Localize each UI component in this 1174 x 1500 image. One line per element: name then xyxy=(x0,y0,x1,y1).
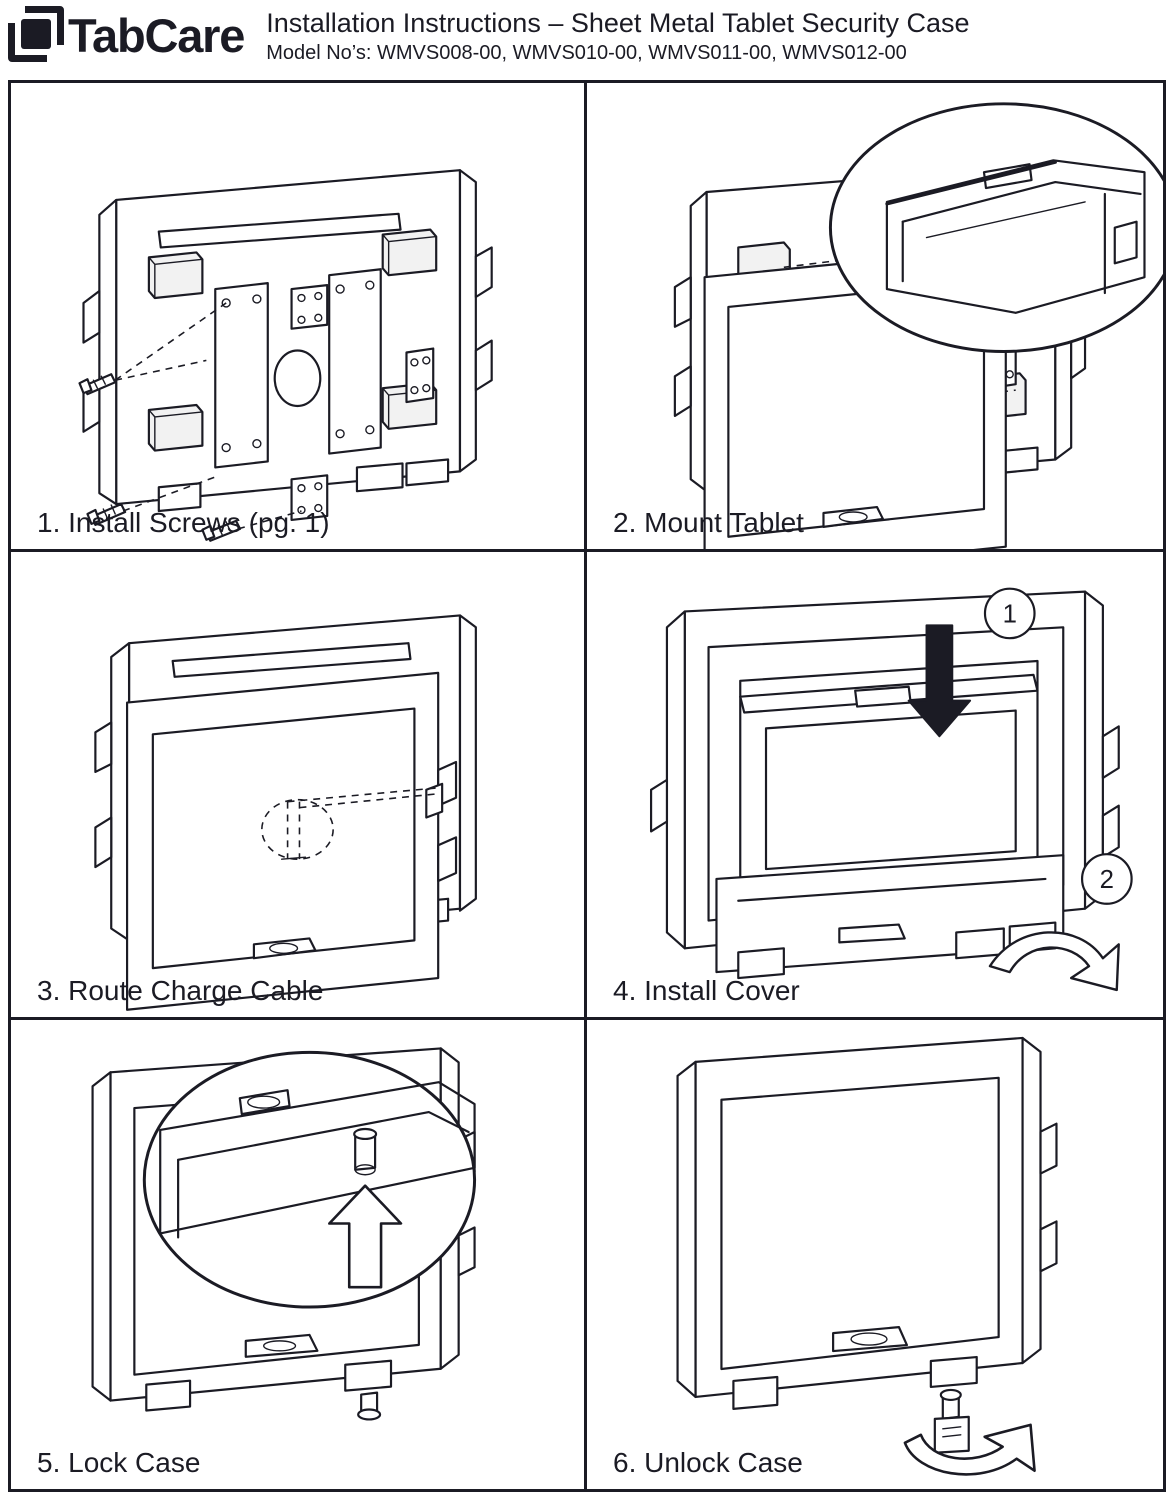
step-caption: 6. Unlock Case xyxy=(613,1446,803,1478)
step-caption: 3. Route Charge Cable xyxy=(37,975,324,1007)
step-caption: 1. Install Screws (pg. 1) xyxy=(37,506,330,538)
step-panel-5 xyxy=(11,1020,587,1489)
step-caption: 4. Install Cover xyxy=(613,975,800,1007)
tabcare-square-logo-icon xyxy=(8,6,64,62)
callout-badge-2: 2 xyxy=(1099,865,1115,894)
illustration-install-screws xyxy=(11,83,584,549)
illustration-lock-case xyxy=(11,1020,584,1489)
page-header xyxy=(0,0,1174,78)
page-title: Installation Instructions – Sheet Metal Tablet Security Case xyxy=(266,8,970,38)
key-icon xyxy=(935,1390,969,1453)
illustration-unlock-case xyxy=(587,1020,1163,1489)
callout-badge-1: 1 xyxy=(1002,600,1017,629)
step-caption: 5. Lock Case xyxy=(37,1446,201,1478)
model-numbers: Model No’s: WMVS008-00, WMVS010-00, WMVS011-00, WMVS012-00 xyxy=(266,42,907,65)
illustration-route-charge-cable xyxy=(11,552,584,1018)
step-panel-4 xyxy=(587,552,1163,1021)
brand-logo xyxy=(8,6,244,62)
brand-name: TabCare xyxy=(68,8,245,62)
step-caption: 2. Mount Tablet xyxy=(613,506,804,538)
step-panel-6 xyxy=(587,1020,1163,1489)
illustration-mount-tablet xyxy=(587,83,1163,549)
step-panel-1 xyxy=(11,83,587,552)
illustration-install-cover xyxy=(587,552,1163,1018)
title-block xyxy=(244,4,1168,65)
steps-grid xyxy=(8,80,1166,1492)
step-panel-3 xyxy=(11,552,587,1021)
step-panel-2 xyxy=(587,83,1163,552)
